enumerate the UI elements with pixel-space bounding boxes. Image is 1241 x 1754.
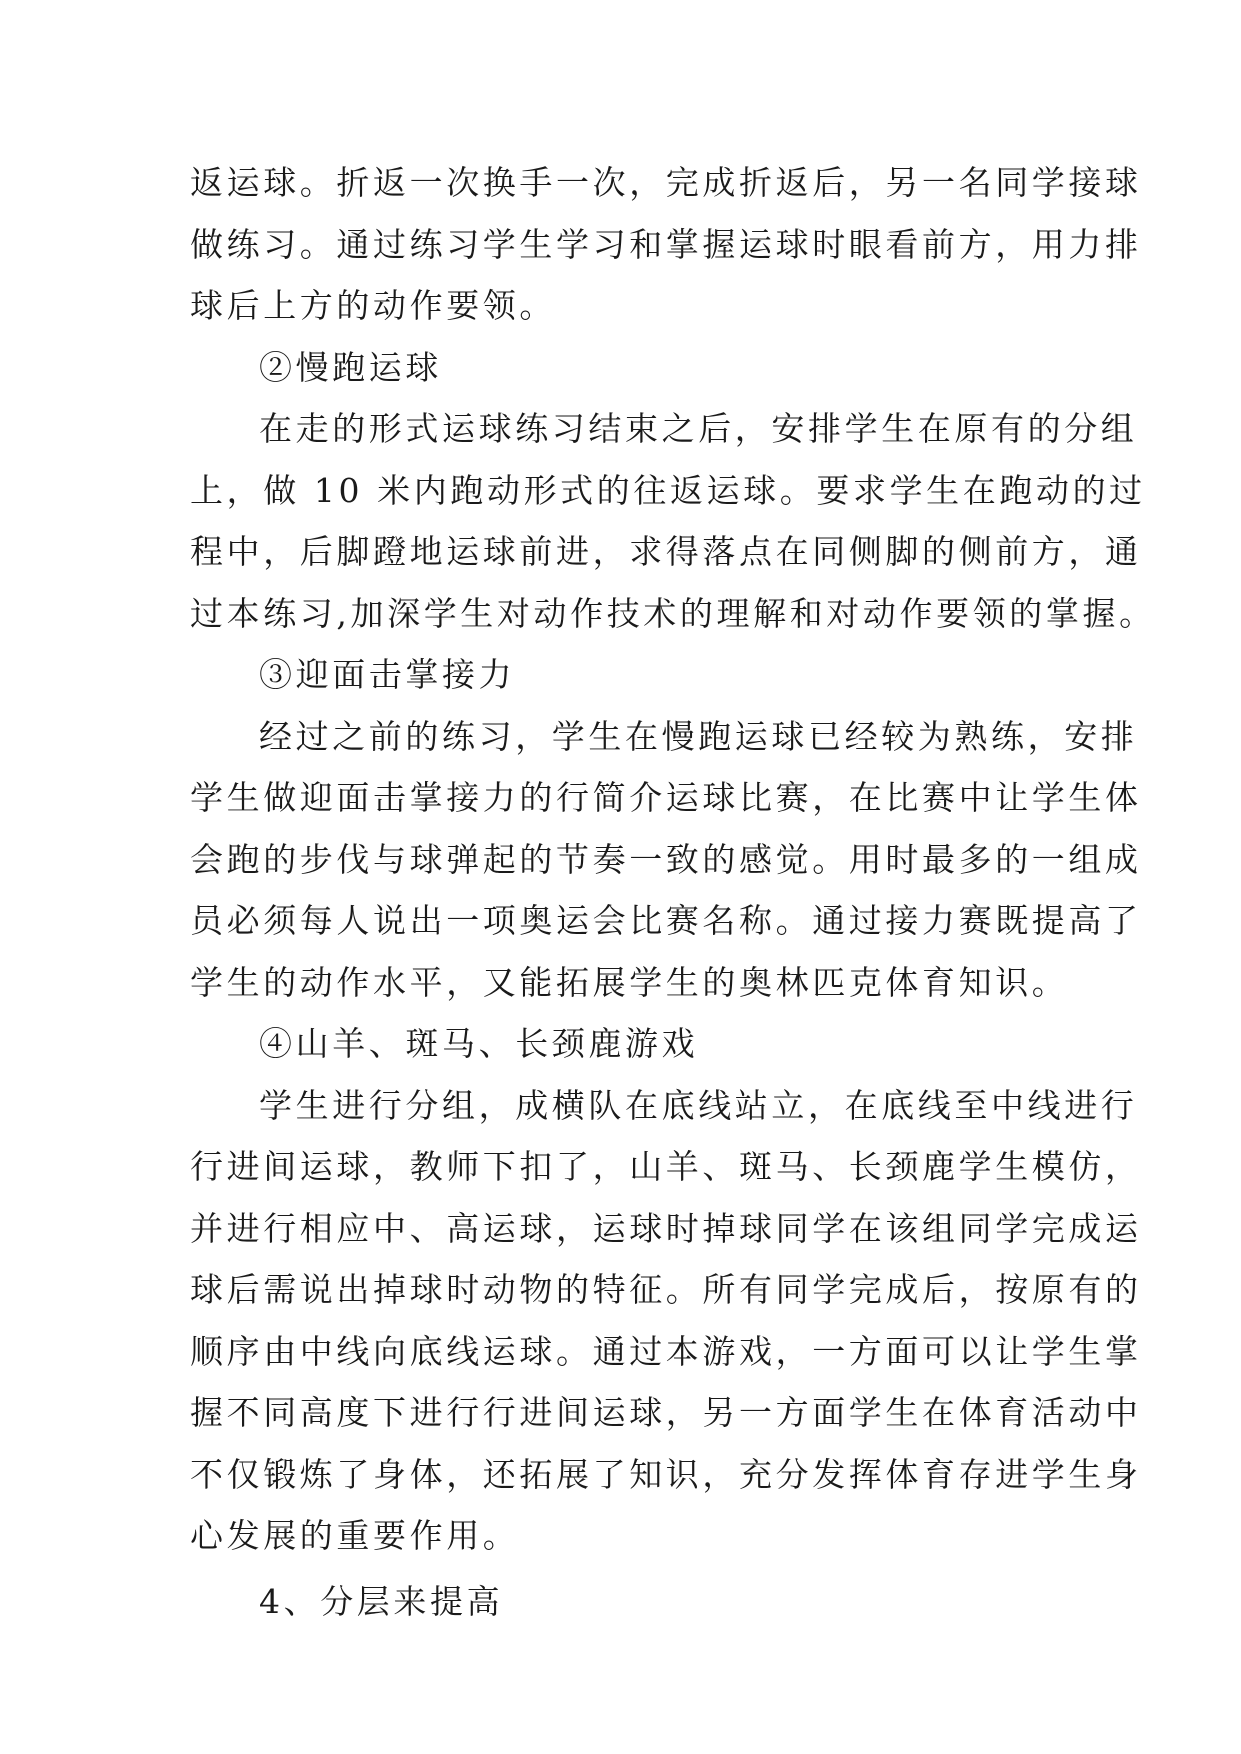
text-line: 学生做迎面击掌接力的行简介运球比赛，在比赛中让学生体 <box>190 778 1142 817</box>
text-line: 并进行相应中、高运球，运球时掉球同学在该组同学完成运 <box>190 1208 1142 1248</box>
section-heading: 4、分层来提高 <box>259 1581 504 1621</box>
text-line: 返运球。折返一次换手一次，完成折返后，另一名同学接球 <box>190 163 1142 202</box>
paragraph-start-line: 在走的形式运球练习结束之后，安排学生在原有的分组 <box>259 409 1138 448</box>
text-line: 顺序由中线向底线运球。通过本游戏，一方面可以让学生掌 <box>190 1331 1142 1371</box>
text-line: 程中，后脚蹬地运球前进，求得落点在同侧脚的侧前方，通 <box>190 532 1142 571</box>
text-line: 心发展的重要作用。 <box>190 1516 520 1555</box>
text-line: 球后需说出掉球时动物的特征。所有同学完成后，按原有的 <box>190 1270 1142 1309</box>
text-line: 员必须每人说出一项奥运会比赛名称。通过接力赛既提高了 <box>190 901 1142 940</box>
text-line: 学生的动作水平，又能拓展学生的奥林匹克体育知识。 <box>190 962 1069 1002</box>
section-heading: ④山羊、斑马、长颈鹿游戏 <box>259 1024 699 1063</box>
section-heading: ③迎面击掌接力 <box>259 655 516 694</box>
section-heading: ②慢跑运球 <box>259 347 442 387</box>
text-line: 上，做 10 米内跑动形式的往返运球。要求学生在跑动的过 <box>190 470 1146 510</box>
text-line: 做练习。通过练习学生学习和掌握运球时眼看前方，用力排 <box>190 224 1142 264</box>
paragraph-start-line: 学生进行分组，成横队在底线站立，在底线至中线进行 <box>259 1085 1138 1125</box>
document-body <box>190 152 1156 1632</box>
text-line: 过本练习,加深学生对动作技术的理解和对动作要领的掌握。 <box>190 593 1156 633</box>
paragraph-start-line: 经过之前的练习，学生在慢跑运球已经较为熟练，安排 <box>259 716 1138 756</box>
text-line: 不仅锻炼了身体，还拓展了知识，充分发挥体育存进学生身 <box>190 1454 1142 1494</box>
text-line: 球后上方的动作要领。 <box>190 286 556 325</box>
text-line: 握不同高度下进行行进间运球，另一方面学生在体育活动中 <box>190 1393 1142 1432</box>
text-line: 行进间运球，教师下扣了，山羊、斑马、长颈鹿学生模仿， <box>190 1147 1142 1186</box>
text-line: 会跑的步伐与球弹起的节奏一致的感觉。用时最多的一组成 <box>190 839 1142 879</box>
